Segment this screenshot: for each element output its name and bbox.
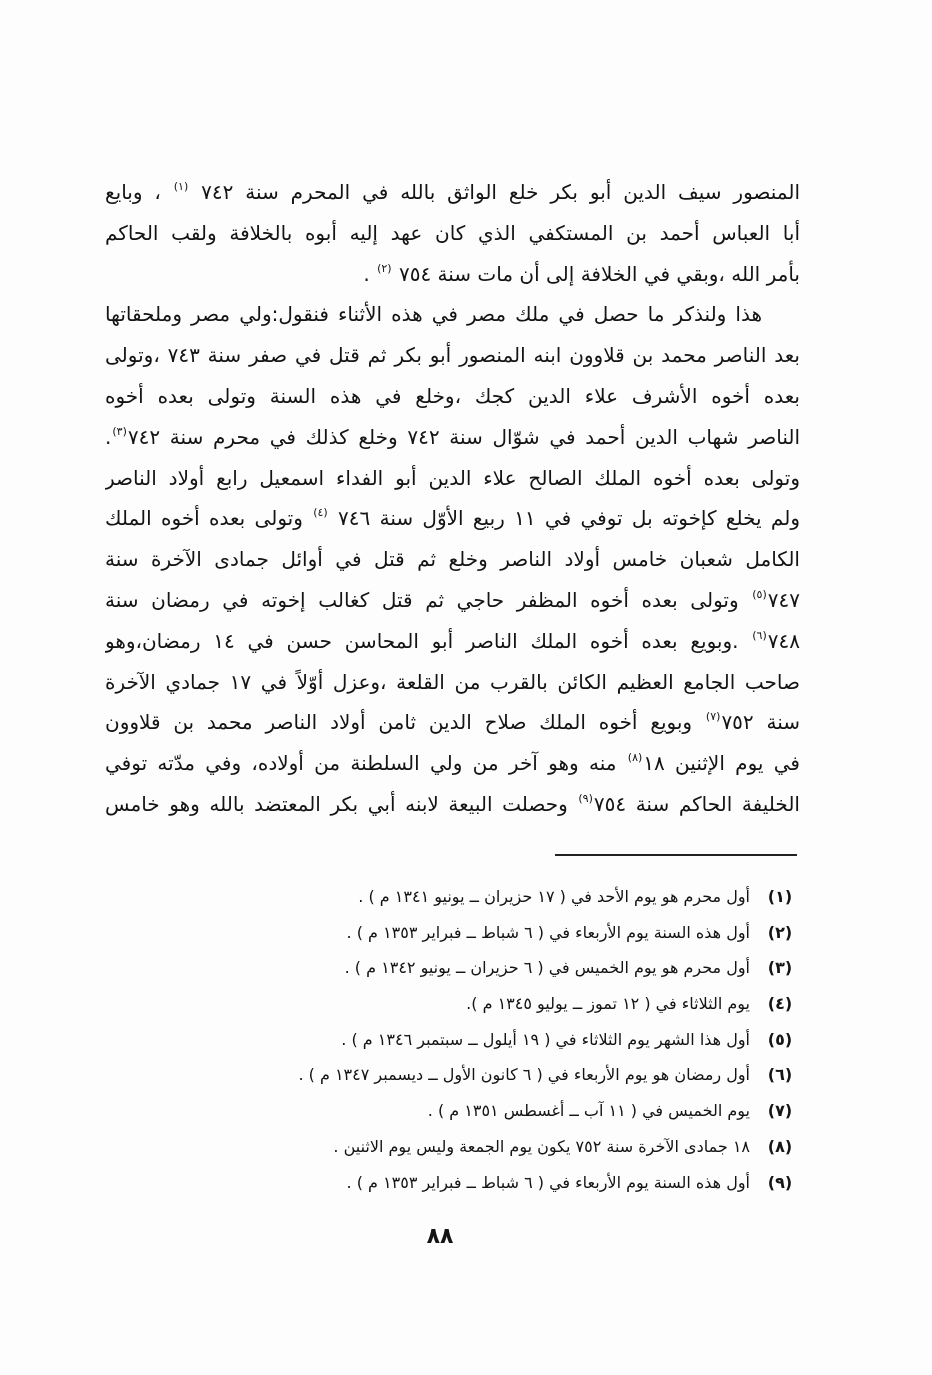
footnote-text: يوم الثلاثاء في ( ١٢ تموز ــ يوليو ١٣٤٥ م ). <box>466 994 750 1014</box>
body-line <box>105 784 800 825</box>
footnote-text: يوم الخميس في ( ١١ آب ــ أغسطس ١٣٥١ م ) . <box>427 1101 750 1121</box>
footnote-text: أول هذه السنة يوم الأربعاء في ( ٦ شباط ــ فبراير ١٣٥٣ م ) . <box>346 922 750 942</box>
footnote-reference: (٨) <box>627 751 643 765</box>
body-line <box>105 498 800 539</box>
body-line <box>105 213 800 254</box>
body-line <box>105 458 800 499</box>
body-line <box>105 172 800 213</box>
footnote-number: (٣) <box>767 958 793 978</box>
footnote-reference: (٥) <box>752 587 767 601</box>
footnote-reference: (٧) <box>705 710 721 724</box>
body-text-run: في يوم الإثنين ١٨ <box>643 751 800 776</box>
footnote-list <box>150 879 797 1200</box>
footnote <box>150 986 797 1022</box>
body-text-run: . <box>363 261 377 286</box>
footnote-number: (٩) <box>767 1172 793 1192</box>
body-line <box>105 702 800 743</box>
body-line <box>105 621 800 662</box>
body-line <box>105 662 800 703</box>
body-text-run: بعد الناصر محمد بن قلاوون ابنه المنصور أبو بكر ثم قتل في صفر سنة ٧٤٣ ،وتولى <box>105 343 800 368</box>
body-line <box>105 743 800 784</box>
body-text-run: بأمر الله ،وبقي في الخلافة إلى أن مات سنة ٧٥٤ <box>392 261 800 286</box>
body-text-run: ولم يخلع كإخوته بل توفي في ١١ ربيع الأوّل سنة ٧٤٦ <box>328 506 800 531</box>
main-text <box>105 172 800 825</box>
body-line <box>105 539 800 580</box>
footnote-number: (٦) <box>767 1065 793 1085</box>
body-text-run: المنصور سيف الدين أبو بكر خلع الواثق بالله في المحرم سنة ٧٤٢ <box>189 180 800 204</box>
footnote-text: أول محرم هو يوم الخميس في ( ٦ حزيران ــ يونيو ١٣٤٢ م ) . <box>344 958 750 978</box>
body-text-run: وبويع أخوه الملك صلاح الدين ثامن أولاد الناصر محمد بن قلاوون <box>105 710 705 735</box>
body-text-run: الناصر شهاب الدين أحمد في شوّال سنة ٧٤٢ وخلع كذلك في محرم سنة ٧٤٢ <box>127 424 800 449</box>
footnote-number: (٥) <box>767 1029 793 1049</box>
body-line <box>105 335 800 376</box>
page-number: ٨٨ <box>426 1224 454 1249</box>
footnote-separator <box>555 854 797 856</box>
body-text-run: وتولى بعده أخوه الملك <box>105 506 313 531</box>
body-text-run: وتولى بعده أخوه المظفر حاجي ثم قتل كغالب إخوته في رمضان سنة <box>105 587 752 612</box>
footnote <box>150 1022 797 1058</box>
footnote-reference: (٣) <box>112 424 127 438</box>
body-text-run: الكامل شعبان خامس أولاد الناصر وخلع ثم قتل في أوائل جمادى الآخرة سنة <box>105 547 800 572</box>
footnote-number: (٤) <box>767 994 793 1014</box>
body-text-run: ٧٤٧ <box>767 587 800 612</box>
body-line <box>105 254 800 295</box>
footnote-reference: (١) <box>173 180 189 193</box>
body-text-run: ، وبايع <box>105 180 173 204</box>
footnote-number: (٢) <box>767 922 793 942</box>
footnote <box>150 915 797 951</box>
footnote-text: أول محرم هو يوم الأحد في ( ١٧ حزيران ــ يونيو ١٣٤١ م ) . <box>358 887 750 906</box>
body-line <box>105 417 800 458</box>
body-text-run: .وبويع بعده أخوه الملك الناصر أبو المحاسن حسن في ١٤ رمضان،وهو <box>105 628 752 653</box>
footnote-text: أول هذا الشهر يوم الثلاثاء في ( ١٩ أيلول ــ سبتمبر ١٣٤٦ م ) . <box>341 1029 750 1049</box>
body-line <box>105 580 800 621</box>
body-line <box>105 376 800 417</box>
footnote <box>150 1165 797 1201</box>
footnote-reference: (٦) <box>752 628 767 642</box>
body-text-run: وحصلت البيعة لابنه أبي بكر المعتضد بالله وهو خامس <box>105 791 578 816</box>
body-text-run: بعده أخوه الأشرف علاء الدين كجك ،وخلع في هذه السنة وتولى بعده أخوه <box>105 383 800 408</box>
footnote <box>150 879 797 915</box>
footnote-text: ١٨ جمادى الآخرة سنة ٧٥٢ يكون يوم الجمعة وليس يوم الاثنين . <box>333 1136 750 1156</box>
footnote-reference: (٢) <box>377 261 392 275</box>
body-text-run: . <box>105 424 112 449</box>
body-text-run: أبا العباس أحمد بن المستكفي الذي كان عهد إليه أبوه بالخلافة ولقب الحاكم <box>105 220 800 245</box>
footnote-text: أول رمضان هو يوم الأربعاء في ( ٦ كانون الأول ــ ديسمبر ١٣٤٧ م ) . <box>298 1065 750 1085</box>
footnote <box>150 1129 797 1165</box>
body-line <box>105 294 800 335</box>
footnote-number: (١) <box>767 887 793 906</box>
footnote-text: أول هذه السنة يوم الأربعاء في ( ٦ شباط ــ فبراير ١٣٥٣ م ) . <box>346 1172 750 1192</box>
footnote <box>150 950 797 986</box>
body-text-run: صاحب الجامع العظيم الكائن بالقرب من القلعة ،وعزل أوّلاً في ١٧ جمادي الآخرة <box>105 669 800 694</box>
footnote <box>150 1057 797 1093</box>
body-text-run: وتولى بعده أخوه الملك الصالح علاء الدين أبو الفداء اسمعيل رابع أولاد الناصر <box>105 465 800 490</box>
body-text-run: سنة ٧٥٢ <box>721 710 800 735</box>
body-text-run: الخليفة الحاكم سنة ٧٥٤ <box>593 791 800 816</box>
body-text-run: هذا ولنذكر ما حصل في ملك مصر في هذه الأثناء فنقول:ولي مصر وملحقاتها <box>105 302 762 327</box>
footnote-number: (٧) <box>767 1101 793 1121</box>
footnote-reference: (٤) <box>313 506 328 520</box>
footnote <box>150 1093 797 1129</box>
body-text-run: منه وهو آخر من ولي السلطنة من أولاده، وفي مدّته توفي <box>105 751 627 776</box>
footnote-reference: (٩) <box>578 791 593 805</box>
body-text-run: ٧٤٨ <box>767 628 800 653</box>
footnote-number: (٨) <box>767 1136 793 1156</box>
